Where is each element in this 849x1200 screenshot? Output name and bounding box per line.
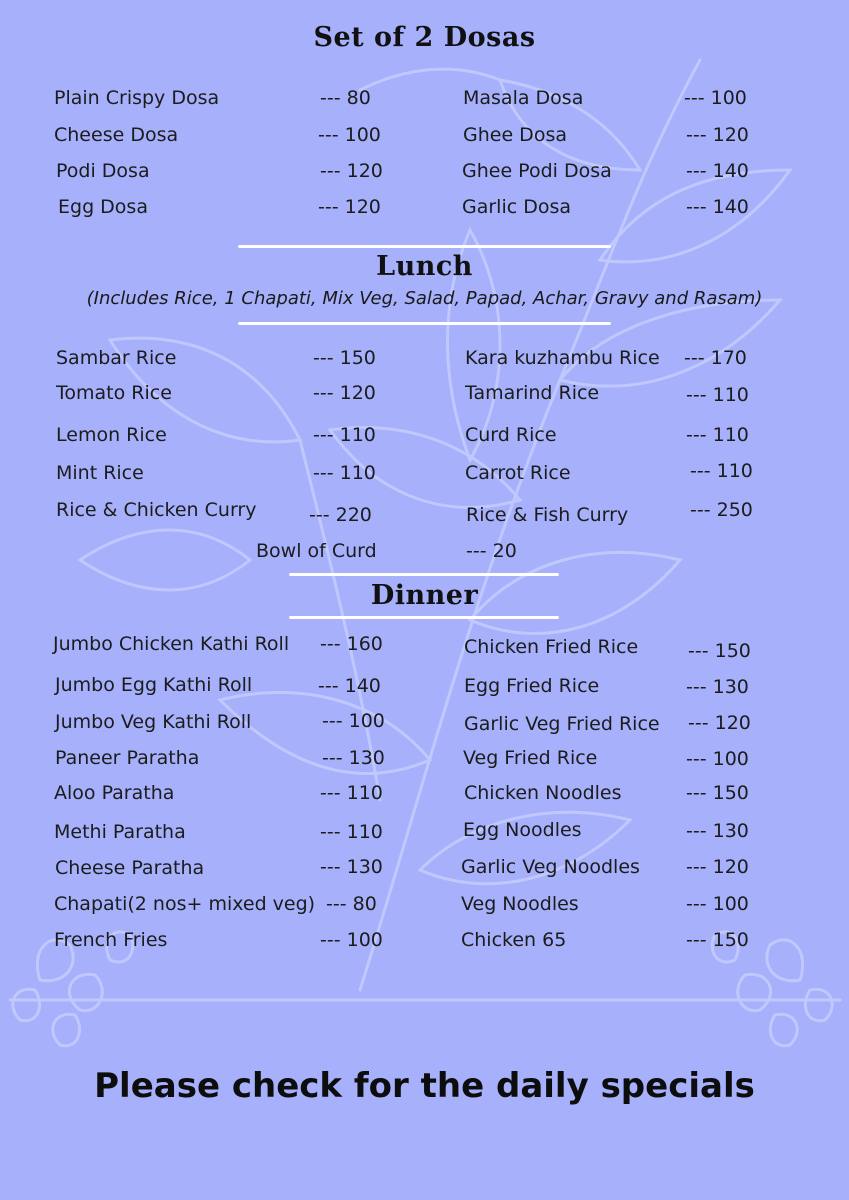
divider [289, 573, 559, 576]
divider [289, 616, 559, 619]
divider [238, 322, 611, 325]
dinner-item-price: --- 130 [686, 820, 749, 842]
dosa-item-price: --- 100 [684, 87, 747, 109]
dinner-item-price: --- 130 [322, 747, 385, 769]
lunch-heading: Lunch [376, 251, 473, 282]
lunch-item-name: Sambar Rice [56, 347, 177, 369]
dosa-item-name: Masala Dosa [463, 87, 584, 109]
dinner-item-name: Egg Noodles [463, 819, 582, 841]
dinner-item-name: Chicken Fried Rice [464, 636, 639, 658]
dinner-item-name: Jumbo Chicken Kathi Roll [53, 633, 290, 655]
lunch-item-price: --- 110 [313, 424, 376, 446]
lunch-item-price: --- 220 [309, 504, 372, 526]
dosa-item-name: Garlic Dosa [462, 196, 572, 218]
dosa-item-name: Ghee Podi Dosa [462, 160, 612, 182]
lunch-item-name: Curd Rice [465, 424, 557, 446]
dinner-item-price: --- 130 [320, 856, 383, 878]
dinner-item-name: Methi Paratha [54, 821, 186, 843]
dosas-heading: Set of 2 Dosas [313, 22, 536, 53]
dinner-item-price: --- 120 [686, 856, 749, 878]
dosa-item-price: --- 140 [686, 196, 749, 218]
lunch-item-price: --- 110 [686, 424, 749, 446]
dinner-item-price: --- 150 [688, 640, 751, 662]
lunch-item-name: Tomato Rice [56, 382, 172, 404]
lunch-item-price: --- 110 [690, 460, 753, 482]
dinner-item-name: Chapati(2 nos+ mixed veg) [54, 893, 316, 915]
lunch-item-name: Carrot Rice [465, 462, 571, 484]
dinner-item-price: --- 80 [326, 893, 377, 915]
dosa-item-price: --- 120 [686, 124, 749, 146]
daily-specials-note: Please check for the daily specials [94, 1066, 755, 1106]
lunch-includes-note: (Includes Rice, 1 Chapati, Mix Veg, Salad, Papad, Achar, Gravy and Rasam) [86, 288, 763, 309]
dosa-item-price: --- 80 [320, 87, 371, 109]
dinner-item-price: --- 120 [688, 712, 751, 734]
lunch-item-price: --- 110 [686, 384, 749, 406]
divider [238, 245, 611, 248]
dosa-item-name: Cheese Dosa [54, 124, 179, 146]
dinner-item-price: --- 130 [686, 676, 749, 698]
dinner-item-name: Chicken 65 [461, 929, 567, 951]
dinner-item-price: --- 140 [318, 675, 381, 697]
dinner-item-name: Garlic Veg Fried Rice [464, 713, 660, 735]
dinner-item-name: Garlic Veg Noodles [461, 856, 640, 878]
dinner-item-name: Aloo Paratha [54, 782, 175, 804]
dinner-item-price: --- 160 [320, 633, 383, 655]
dosa-item-name: Podi Dosa [56, 160, 150, 182]
lunch-item-price: --- 170 [684, 347, 747, 369]
dinner-item-name: Veg Fried Rice [463, 747, 598, 769]
dinner-item-price: --- 110 [320, 821, 383, 843]
lunch-item-name: Rice & Fish Curry [466, 504, 629, 526]
dinner-item-price: --- 100 [686, 893, 749, 915]
lunch-item-name: Mint Rice [56, 462, 144, 484]
dinner-item-name: French Fries [54, 929, 168, 951]
dinner-item-price: --- 110 [320, 782, 383, 804]
dinner-item-name: Egg Fried Rice [464, 675, 600, 697]
dosa-item-price: --- 120 [318, 196, 381, 218]
dosa-item-name: Plain Crispy Dosa [54, 87, 220, 109]
dinner-heading: Dinner [370, 580, 479, 611]
dosa-item-price: --- 140 [686, 160, 749, 182]
dinner-item-price: --- 100 [686, 748, 749, 770]
dinner-item-name: Chicken Noodles [464, 782, 622, 804]
dosa-item-name: Egg Dosa [58, 196, 148, 218]
dinner-item-price: --- 150 [686, 929, 749, 951]
lunch-extra-price: --- 20 [466, 540, 517, 562]
lunch-item-price: --- 120 [313, 382, 376, 404]
dinner-item-name: Paneer Paratha [55, 747, 200, 769]
dinner-item-name: Jumbo Veg Kathi Roll [55, 711, 252, 733]
dosa-item-price: --- 100 [318, 124, 381, 146]
dinner-item-name: Jumbo Egg Kathi Roll [55, 674, 253, 696]
dinner-item-name: Veg Noodles [461, 893, 579, 915]
lunch-item-name: Tamarind Rice [465, 382, 600, 404]
lunch-item-name: Rice & Chicken Curry [56, 499, 257, 521]
dinner-item-price: --- 150 [686, 782, 749, 804]
lunch-extra-name: Bowl of Curd [256, 540, 377, 562]
dinner-item-price: --- 100 [322, 710, 385, 732]
dinner-item-price: --- 100 [320, 929, 383, 951]
lunch-item-price: --- 250 [690, 499, 753, 521]
lunch-item-price: --- 110 [313, 462, 376, 484]
lunch-item-name: Lemon Rice [56, 424, 167, 446]
dosa-item-name: Ghee Dosa [463, 124, 567, 146]
dinner-item-name: Cheese Paratha [55, 857, 205, 879]
lunch-item-price: --- 150 [313, 347, 376, 369]
lunch-item-name: Kara kuzhambu Rice [465, 347, 660, 369]
dosa-item-price: --- 120 [320, 160, 383, 182]
